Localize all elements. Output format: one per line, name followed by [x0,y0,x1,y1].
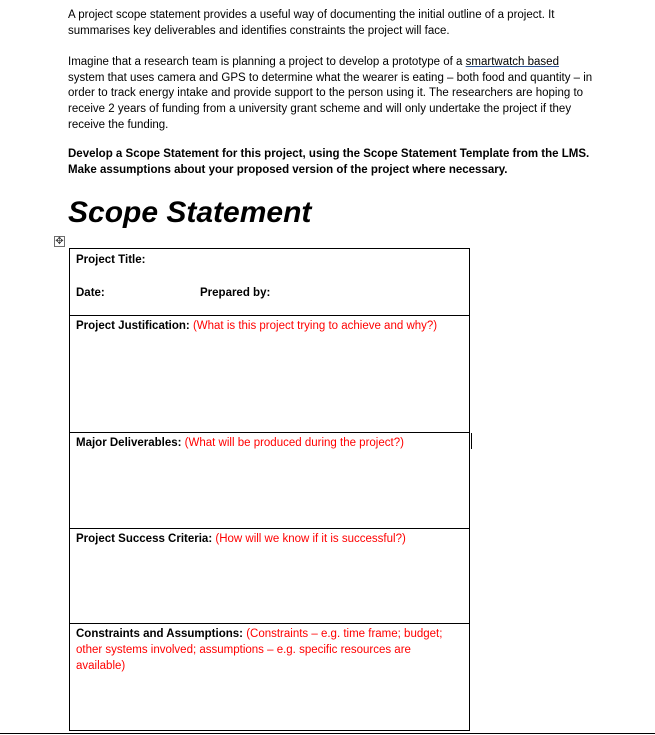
success-hint: (How will we know if it is successful?) [215,533,406,545]
constraints-label: Constraints and Assumptions: [76,628,243,640]
table-row-title-date[interactable] [70,249,469,316]
table-row-justification[interactable] [70,316,469,433]
page-title: Scope Statement [68,196,312,229]
project-title-label: Project Title: [76,254,146,266]
constraints-hint: (Constraints – e.g. time frame; budget; other systems involved; assumptions – e.g. specific resources are available) [76,628,443,672]
table-row-success-criteria[interactable] [70,529,469,624]
task-instructions: Develop a Scope Statement for this project, using the Scope Statement Template from the LMS. Make assumptions about your proposed version of the project where necessary. [68,148,590,176]
intro-paragraph-1: A project scope statement provides a useful way of documenting the initial outline of a project. It summarises key deliverables and identifies constraints the project will face. [68,9,555,37]
text-cursor [471,433,472,449]
intro-text-after: system that uses camera and GPS to determine what the wearer is eating – both food and quantity – in order to track energy intake and provide support to the person using it. The researchers are hoping to receive 2 years of funding from a university grant scheme and will only undertake the project if they receive the funding. [68,71,593,131]
success-label: Project Success Criteria: [76,533,213,545]
table-row-constraints[interactable] [70,624,469,730]
table-row-deliverables[interactable] [70,433,469,529]
justification-text [76,318,463,334]
deliverables-text [76,435,463,451]
move-handle-icon[interactable]: ✥ [55,236,64,247]
justification-label: Project Justification: [76,320,190,332]
deliverables-hint: (What will be produced during the project?) [184,437,404,449]
success-text [76,531,463,547]
smartwatch-underlined-term[interactable]: smartwatch based [465,56,559,68]
intro-text-before: Imagine that a research team is planning a project to develop a prototype of a [68,56,466,68]
intro-paragraph-2 [68,55,598,134]
justification-hint: (What is this project trying to achieve and why?) [192,320,438,332]
page-divider [0,733,655,734]
scope-statement-table [69,248,470,731]
prepared-by-label: Prepared by: [200,287,271,299]
date-label: Date: [76,287,105,299]
deliverables-label: Major Deliverables: [76,437,182,449]
constraints-text [76,626,463,674]
